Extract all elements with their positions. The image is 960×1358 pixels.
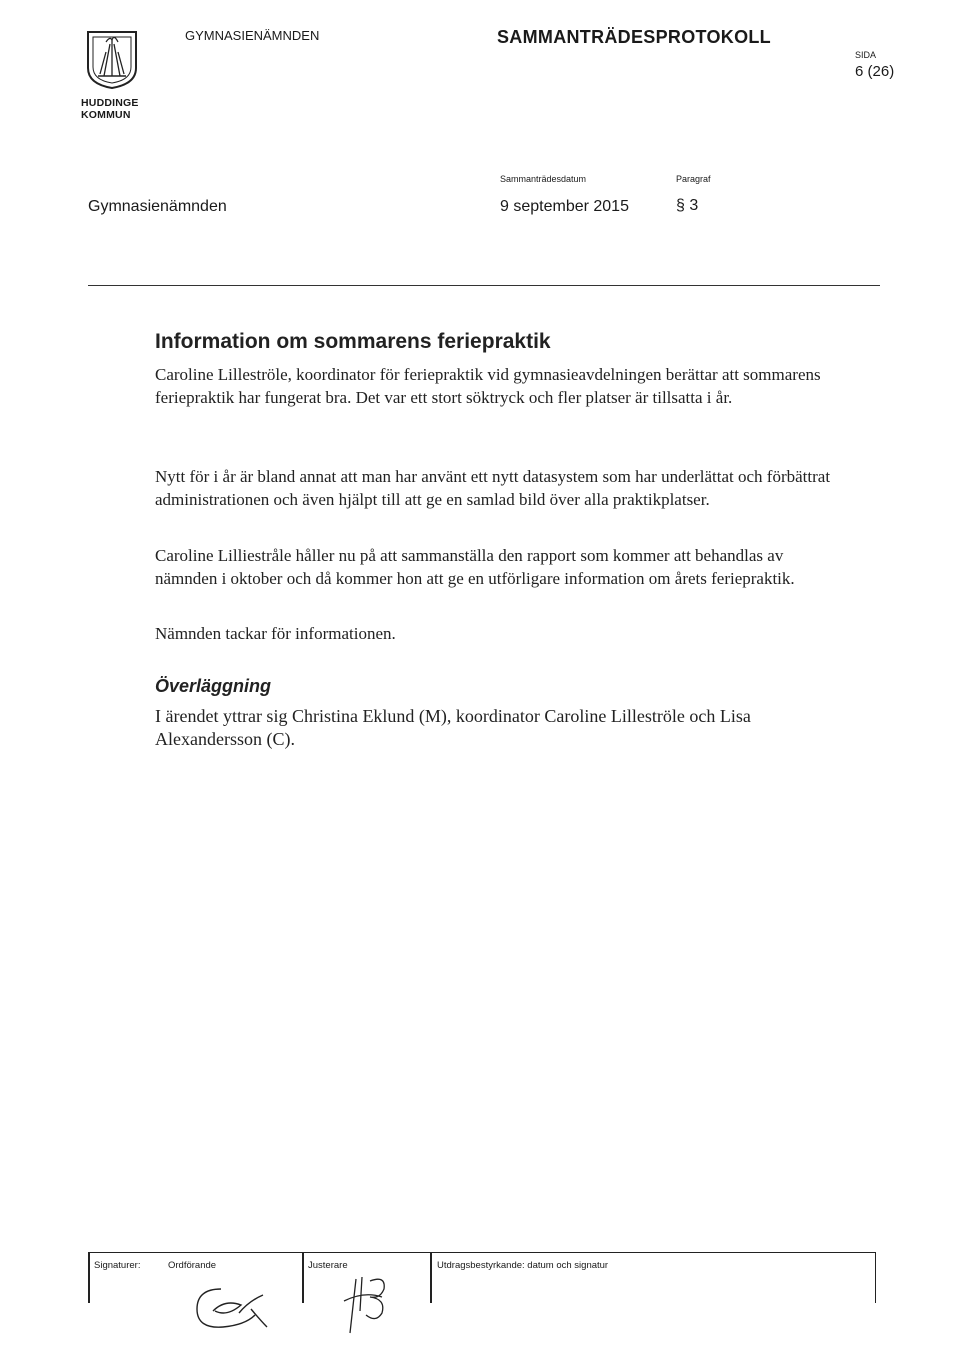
paragraph-label: Paragraf [676, 174, 711, 184]
section-heading: Information om sommarens feriepraktik [155, 330, 551, 353]
adjuster-signature [340, 1267, 396, 1337]
header-divider [88, 285, 880, 286]
paragraph-number: § 3 [676, 197, 699, 214]
body-paragraph: Nämnden tackar för informationen. [155, 624, 396, 643]
page-number: 6 (26) [855, 63, 895, 80]
signature-divider [88, 1253, 90, 1303]
chair-label: Ordförande [168, 1260, 217, 1271]
adjuster-label: Justerare [308, 1260, 348, 1271]
meeting-date: 9 september 2015 [500, 198, 629, 215]
municipality-name: HUDDINGE KOMMUN [81, 97, 139, 121]
body-paragraph: Caroline Lilliestråle håller nu på att sammanställa den rapport som kommer att behandlas av nämnden i oktober och då kommer hon att ge en utförligare information om årets feriepraktik. [155, 546, 795, 588]
huddinge-logo [84, 30, 140, 90]
signature-divider [430, 1253, 432, 1303]
signature-box [88, 1252, 876, 1353]
signatures-label: Signaturer: [94, 1260, 141, 1271]
organization-name: GYMNASIENÄMNDEN [185, 28, 320, 43]
body-paragraph: Caroline Lilleströle, koordinator för feriepraktik vid gymnasieavdelningen berättar att sommarens feriepraktik har fungerat bra. Det var ett stort söktryck och fler platser är tillsatta i år. [155, 365, 821, 407]
meeting-date-label: Sammanträdesdatum [500, 174, 587, 184]
signature-divider [875, 1253, 877, 1303]
body-paragraph: I ärendet yttrar sig Christina Eklund (M), koordinator Caroline Lilleströle och Lisa Alexandersson (C). [155, 706, 751, 749]
document-type: SAMMANTRÄDESPROTOKOLL [497, 27, 771, 47]
body-paragraph: Nytt för i år är bland annat att man har använt ett nytt datasystem som har underlättat och förbättrat administrationen och även hjälpt till att ge en samlad bild över alla praktikplatser. [155, 467, 831, 509]
signature-divider [302, 1253, 304, 1303]
chair-signature [183, 1279, 273, 1334]
page-label: SIDA [855, 50, 877, 60]
extract-label: Utdragsbestyrkande: datum och signatur [437, 1260, 609, 1271]
committee-name: Gymnasienämnden [88, 198, 227, 215]
subsection-heading: Överläggning [155, 676, 272, 696]
